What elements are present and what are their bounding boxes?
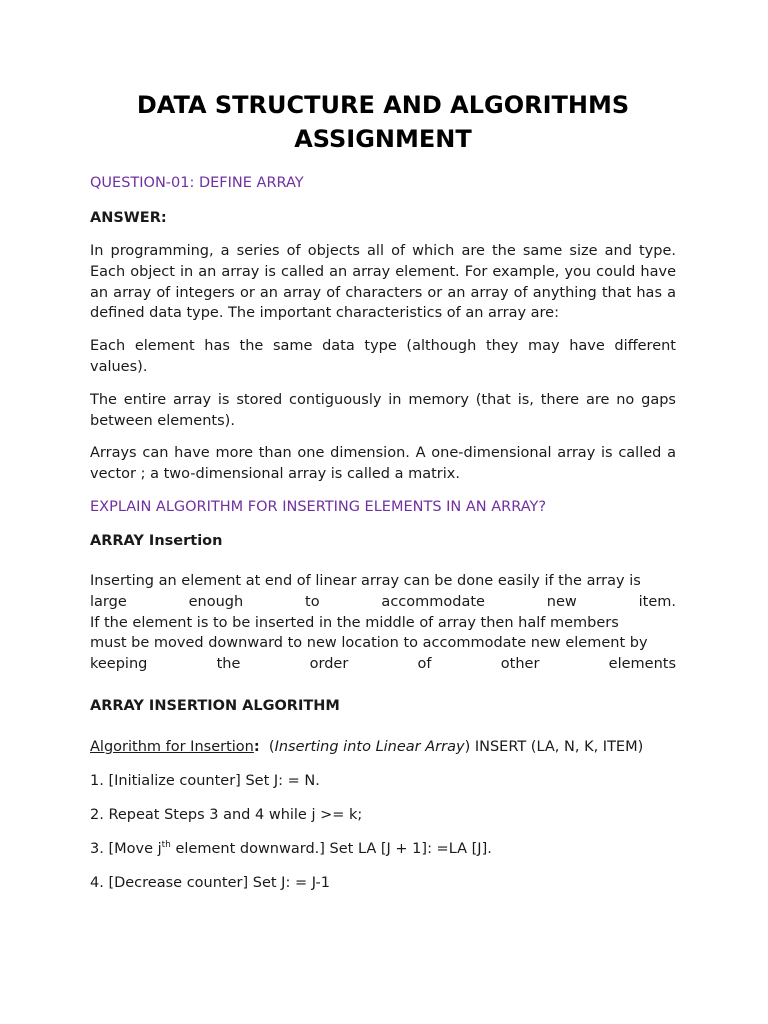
answer-paragraph-3: The entire array is stored contiguously in memory (that is, there are no gaps between elements). [90, 391, 676, 429]
answer-label: ANSWER: [90, 210, 167, 226]
document-page [90, 88, 676, 893]
insertion-description [90, 571, 676, 675]
algorithm-label: Algorithm for Insertion [90, 738, 254, 755]
insertion-line-3: If the element is to be inserted in the middle of array then half members [90, 614, 619, 631]
algorithm-colon: : [253, 738, 260, 755]
title-line-1: DATA STRUCTURE AND ALGORITHMS [136, 91, 630, 119]
algorithm-italic-text: Inserting into Linear Array [274, 738, 465, 755]
insertion-line-4: must be moved downward to new location to accommodate new element by [90, 635, 648, 652]
algorithm-step-1: 1. [Initialize counter] Set J: = N. [90, 772, 320, 789]
question-1-heading: QUESTION-01: DEFINE ARRAY [90, 175, 304, 191]
algorithm-open-paren: ( [268, 738, 275, 755]
algorithm-step-3 [90, 839, 676, 859]
algorithm-intro [90, 737, 676, 757]
question-2-heading: EXPLAIN ALGORITHM FOR INSERTING ELEMENTS IN AN ARRAY? [90, 498, 547, 515]
algorithm-step-4: 4. [Decrease counter] Set J: = J-1 [90, 874, 330, 891]
algorithm-heading: ARRAY INSERTION ALGORITHM [90, 697, 340, 714]
step-3-superscript: th [161, 840, 171, 851]
insertion-line-5: keeping the order of other elements [90, 656, 676, 673]
array-insertion-subheading: ARRAY Insertion [90, 532, 223, 549]
algorithm-step-2: 2. Repeat Steps 3 and 4 while j >= k; [90, 806, 363, 823]
answer-paragraph-1: In programming, a series of objects all of which are the same size and type. Each object in an array is called an array element. For example, you could have an array of integers or an array of characters or an array of anything that has a defined data type. The important characteristics of an array are: [90, 243, 676, 322]
step-3-prefix: 3. [Move j [90, 840, 162, 857]
answer-paragraph-4: Arrays can have more than one dimension. A one-dimensional array is called a vector ; a two-dimensional array is called a matrix. [90, 445, 676, 483]
step-3-suffix: element downward.] Set LA [J + 1]: =LA [J]. [170, 840, 492, 857]
document-title [50, 88, 716, 156]
insertion-line-2: large enough to accommodate new item. [90, 593, 676, 610]
insertion-line-1: Inserting an element at end of linear array can be done easily if the array is [90, 572, 641, 589]
title-line-2: ASSIGNMENT [294, 125, 472, 153]
answer-paragraph-2: Each element has the same data type (although they may have different values). [90, 338, 676, 375]
algorithm-signature: ) INSERT (LA, N, K, ITEM) [464, 738, 644, 755]
